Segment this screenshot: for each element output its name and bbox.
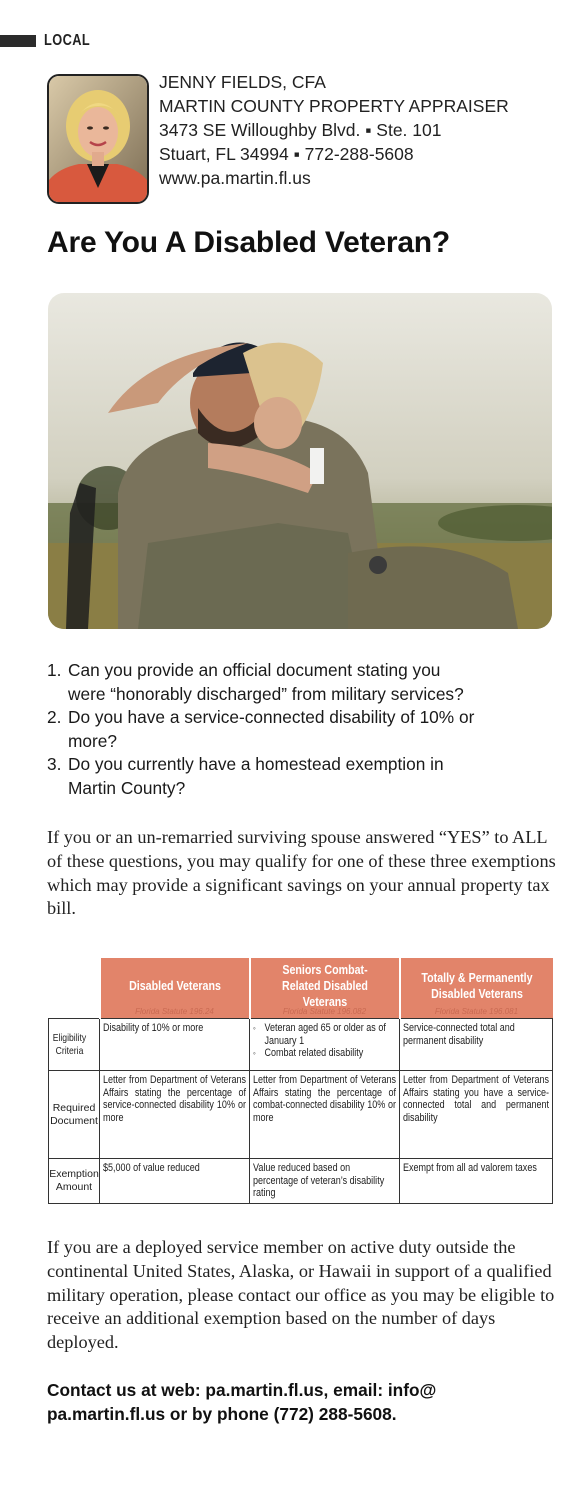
- row-label-amount: Exemption Amount: [49, 1159, 100, 1204]
- table-corner: [49, 958, 100, 1019]
- table-row: [49, 1159, 553, 1204]
- deployed-paragraph: If you are a deployed service member on active duty outside the continental United States, Alaska, or Hawaii in support of a qualified military operation, please contact our office as you may be eligible to receive an additional exemption based on the number of days deployed.: [47, 1237, 555, 1353]
- contact-line: Contact us at web: pa.martin.fl.us, email: info@: [47, 1380, 437, 1400]
- intro-paragraph: If you or an un-remarried surviving spouse answered “YES” to ALL of these questions, you may qualify for one of these three exemptions which may provide a significant savings on your annual property tax bill.: [47, 827, 556, 919]
- author-info: [159, 70, 509, 204]
- section-bar: [0, 35, 36, 47]
- table-header-row: [49, 958, 553, 1019]
- author-address-line1: 3473 SE Willoughby Blvd. ▪ Ste. 101: [159, 120, 442, 140]
- exemptions-table: [48, 958, 552, 1204]
- question-text: Do you currently have a homestead exemption in: [68, 754, 444, 774]
- row-label-document: Required Document: [49, 1071, 100, 1159]
- contact-info: [47, 1378, 547, 1426]
- table-cell: Exempt from all ad valorem taxes: [400, 1159, 553, 1204]
- section-label: LOCAL: [44, 32, 91, 49]
- author-name: JENNY FIELDS, CFA: [159, 72, 326, 92]
- section-tag: [0, 32, 102, 50]
- column-header-totally-permanently: [400, 958, 553, 1019]
- author-title: MARTIN COUNTY PROPERTY APPRAISER: [159, 96, 509, 116]
- question-text: Can you provide an official document stating you: [68, 660, 441, 680]
- bullet-item: ◦ Veteran aged 65 or older as of January 1: [253, 1022, 386, 1047]
- row-label-eligibility: Eligibility Criteria: [49, 1019, 100, 1071]
- question-text: Do you have a service-connected disability of 10% or: [68, 707, 475, 727]
- question-text: more?: [68, 730, 117, 751]
- table-cell: Letter from Department of Veterans Affairs stating the percentage of combat-connected disability 10% or more: [250, 1071, 400, 1159]
- table-cell: [250, 1019, 400, 1071]
- contact-line: pa.martin.fl.us or by phone (772) 288-5608.: [47, 1404, 397, 1424]
- list-number: 1.: [47, 660, 62, 680]
- questions-list: [47, 659, 557, 800]
- list-item: [47, 706, 557, 753]
- column-header-disabled-veterans: [100, 958, 250, 1019]
- avatar: [47, 74, 149, 204]
- veteran-photo: [48, 293, 552, 629]
- table-row: [49, 1019, 553, 1071]
- column-statute: Florida Statute 196.082: [282, 1007, 367, 1016]
- column-statute: Florida Statute 196.081: [434, 1007, 519, 1016]
- list-number: 3.: [47, 754, 62, 774]
- question-text: were “honorably discharged” from military services?: [68, 683, 464, 704]
- bullet-item: ◦ Combat related disability: [253, 1047, 364, 1059]
- table-cell: Letter from Department of Veterans Affairs stating you have a service-connected total and permanent disability: [400, 1071, 553, 1159]
- author-website-link[interactable]: www.pa.martin.fl.us: [159, 168, 311, 188]
- list-number: 2.: [47, 707, 62, 727]
- author-block: [47, 74, 509, 204]
- list-item: [47, 659, 557, 706]
- table-cell: Value reduced based on percentage of veteran’s disability rating: [250, 1159, 400, 1204]
- veteran-embrace-image: [48, 293, 552, 629]
- portrait-image: [49, 76, 147, 202]
- author-address-line2: Stuart, FL 34994 ▪ 772-288-5608: [159, 144, 414, 164]
- column-title: Disabled Veterans: [128, 978, 221, 993]
- table-row: [49, 1071, 553, 1159]
- table-cell: Disability of 10% or more: [100, 1019, 250, 1071]
- column-header-seniors-combat: [250, 958, 400, 1019]
- column-title: Totally & Permanently Disabled Veterans: [420, 970, 533, 1001]
- column-title: Seniors Combat-Related Disabled Veterans: [281, 962, 368, 1009]
- list-item: [47, 753, 557, 800]
- table-cell: Service-connected total and permanent disability: [400, 1019, 553, 1071]
- column-statute: Florida Statute 196.24: [135, 1007, 214, 1016]
- table-cell: $5,000 of value reduced: [100, 1159, 250, 1204]
- question-text: Martin County?: [68, 777, 186, 798]
- table-cell: Letter from Department of Veterans Affairs stating the percentage of service-connected disability 10% or more: [100, 1071, 250, 1159]
- article-headline: Are You A Disabled Veteran?: [47, 226, 451, 259]
